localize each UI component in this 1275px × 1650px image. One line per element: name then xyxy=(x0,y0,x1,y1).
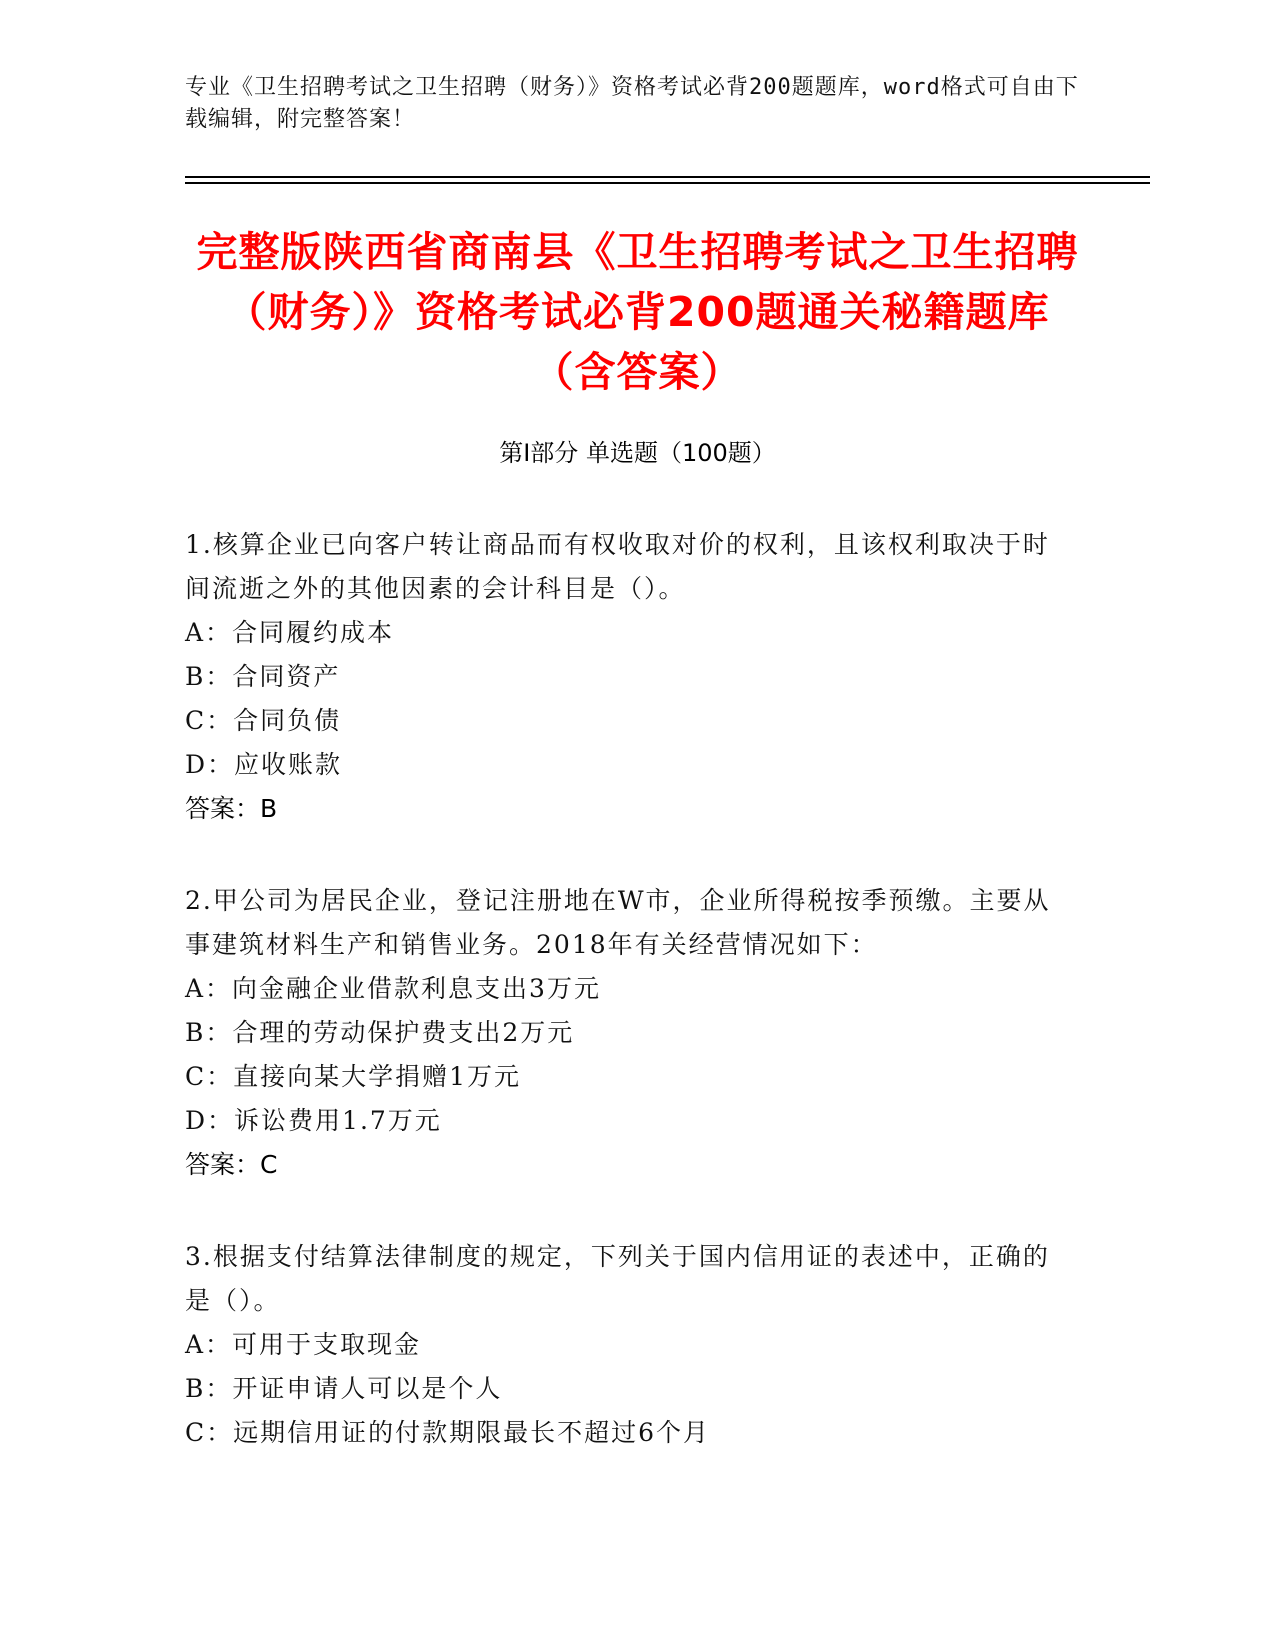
document-title: 完整版陕西省商南县《卫生招聘考试之卫生招聘（财务）》资格考试必背200题通关秘籍题库（含答案） xyxy=(196,228,1079,396)
option-c: C：直接向某大学捐赠1万元 xyxy=(185,1062,522,1091)
question-stem: 3.根据支付结算法律制度的规定，下列关于国内信用证的表述中，正确的是（）。 xyxy=(185,1242,1050,1315)
option-c: C：远期信用证的付款期限最长不超过6个月 xyxy=(185,1418,711,1447)
option-a: A：可用于支取现金 xyxy=(185,1330,422,1359)
question-stem: 2.甲公司为居民企业，登记注册地在W市，企业所得税按季预缴。主要从事建筑材料生产和销售业务。2018年有关经营情况如下： xyxy=(185,886,1051,959)
header-divider-bottom xyxy=(185,182,1150,184)
question-1 xyxy=(185,523,1055,831)
section-title: 第Ⅰ部分 单选题（100题） xyxy=(499,439,776,467)
option-b: B：开证申请人可以是个人 xyxy=(185,1374,503,1403)
option-d: D：应收账款 xyxy=(185,750,343,779)
question-stem: 1.核算企业已向客户转让商品而有权收取对价的权利，且该权利取决于时间流逝之外的其他因素的会计科目是（）。 xyxy=(185,530,1050,603)
question-3 xyxy=(185,1235,1055,1455)
option-b: B：合理的劳动保护费支出2万元 xyxy=(185,1018,575,1047)
question-list xyxy=(185,523,1055,1503)
option-a: A：合同履约成本 xyxy=(185,618,395,647)
question-2 xyxy=(185,879,1055,1187)
option-d: D：诉讼费用1.7万元 xyxy=(185,1106,442,1135)
header-divider-top xyxy=(185,176,1150,178)
option-b: B：合同资产 xyxy=(185,662,341,691)
answer: 答案：B xyxy=(185,794,278,823)
header-note: 专业《卫生招聘考试之卫生招聘（财务）》资格考试必背200题题库，word格式可自由下载编辑，附完整答案！ xyxy=(185,75,1079,132)
answer: 答案：C xyxy=(185,1150,278,1179)
option-a: A：向金融企业借款利息支出3万元 xyxy=(185,974,601,1003)
option-c: C：合同负债 xyxy=(185,706,342,735)
